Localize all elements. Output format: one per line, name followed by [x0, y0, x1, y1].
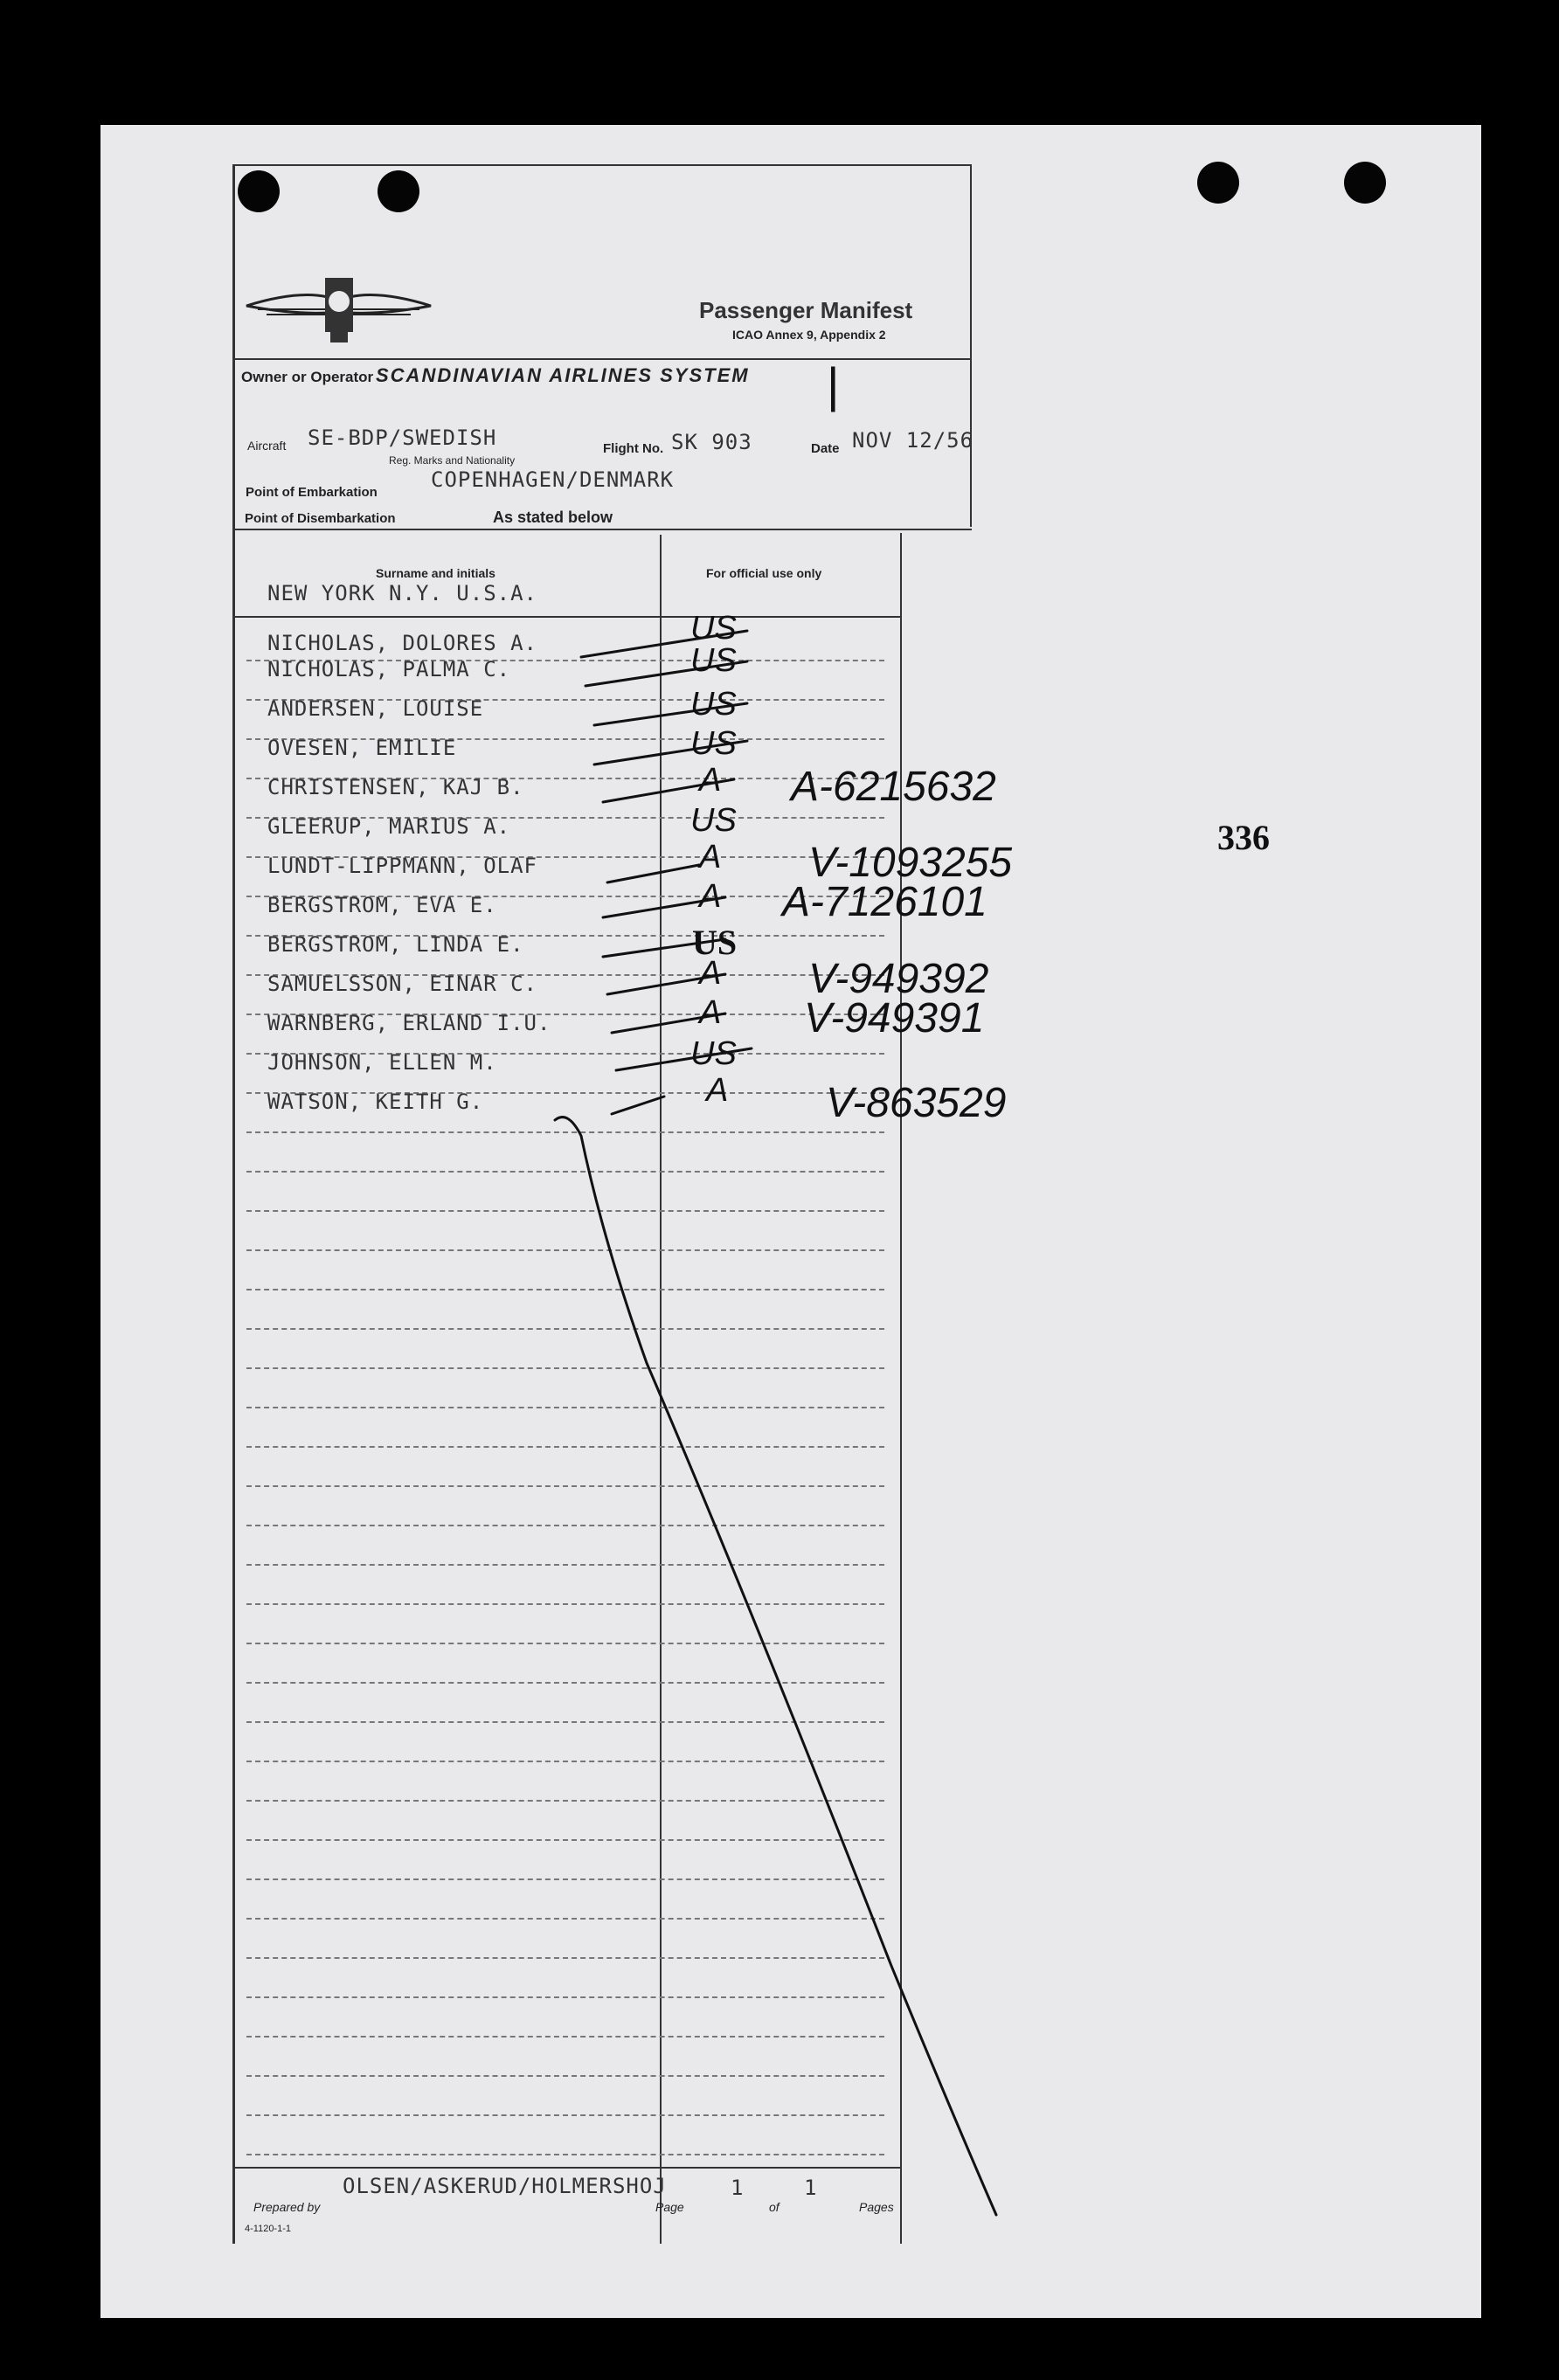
page-stamp-number: 336	[1217, 818, 1270, 857]
entry-code: US	[690, 1035, 737, 1072]
flight-value: SK 903	[671, 430, 752, 454]
passenger-name: BERGSTROM, LINDA E.	[267, 932, 524, 957]
of-label: of	[769, 2200, 780, 2214]
aircraft-label: Aircraft	[247, 439, 287, 453]
entry-code: US	[692, 923, 738, 962]
owner-label: Owner or Operator	[241, 369, 374, 385]
entry-code: A	[699, 994, 722, 1031]
entry-code: US	[690, 686, 737, 723]
page-label: Page	[655, 2200, 684, 2214]
owner-mark: |	[827, 357, 840, 412]
manifest-title: Passenger Manifest	[699, 297, 913, 323]
passenger-name: CHRISTENSEN, KAJ B.	[267, 775, 524, 799]
passenger-name: SAMUELSSON, EINAR C.	[267, 972, 537, 996]
entry-code: A	[699, 762, 722, 799]
disembark-value: As stated below	[493, 509, 613, 526]
document-number: V-949392	[808, 956, 989, 1002]
destination: NEW YORK N.Y. U.S.A.	[267, 581, 537, 605]
entry-code: US	[690, 725, 737, 762]
document-number: V-1093255	[808, 840, 1013, 886]
passenger-name: LUNDT-LIPPMANN, OLAF	[267, 854, 537, 878]
document-number: V-949391	[804, 995, 985, 1041]
entry-code: US	[690, 610, 737, 647]
form-code: 4-1120-1-1	[245, 2224, 291, 2234]
official-use-column-header: For official use only	[706, 566, 822, 580]
passenger-name: NICHOLAS, PALMA C.	[267, 657, 511, 681]
manifest-subtitle: ICAO Annex 9, Appendix 2	[732, 328, 886, 342]
aircraft-sublabel: Reg. Marks and Nationality	[389, 454, 516, 467]
prepared-by-label: Prepared by	[253, 2200, 321, 2214]
of-value: 1	[804, 2176, 818, 2200]
embark-value: COPENHAGEN/DENMARK	[431, 467, 675, 492]
passenger-name: OVESEN, EMILIE	[267, 736, 457, 760]
passenger-name: GLEERUP, MARIUS A.	[267, 814, 511, 839]
entry-code: US	[690, 642, 737, 679]
document-number: V-863529	[826, 1080, 1007, 1126]
page-value: 1	[731, 2176, 745, 2200]
date-value: NOV 12/56	[852, 428, 974, 453]
passenger-name: BERGSTROM, EVA E.	[267, 893, 497, 917]
entry-code: A	[699, 955, 722, 992]
passenger-name: JOHNSON, ELLEN M.	[267, 1050, 497, 1075]
passenger-name: NICHOLAS, DOLORES A.	[267, 631, 537, 655]
passenger-name: WARNBERG, ERLAND I.U.	[267, 1011, 551, 1035]
entry-code: A	[706, 1072, 729, 1109]
surname-column-header: Surname and initials	[376, 566, 495, 580]
pages-label: Pages	[859, 2200, 894, 2214]
prepared-by-value: OLSEN/ASKERUD/HOLMERSHOJ	[343, 2174, 667, 2198]
entry-code: A	[699, 878, 722, 915]
date-label: Date	[811, 441, 840, 456]
aircraft-value: SE-BDP/SWEDISH	[308, 425, 497, 450]
flight-label: Flight No.	[603, 441, 664, 456]
document-number: A-6215632	[791, 764, 996, 810]
owner-value: SCANDINAVIAN AIRLINES SYSTEM	[376, 364, 750, 386]
passenger-name: ANDERSEN, LOUISE	[267, 696, 484, 721]
document-number: A-7126101	[782, 879, 987, 925]
disembark-label: Point of Disembarkation	[245, 511, 396, 526]
entry-code: US	[690, 802, 737, 839]
passenger-name: WATSON, KEITH G.	[267, 1090, 484, 1114]
entry-code: A	[699, 839, 722, 875]
embark-label: Point of Embarkation	[246, 485, 378, 500]
